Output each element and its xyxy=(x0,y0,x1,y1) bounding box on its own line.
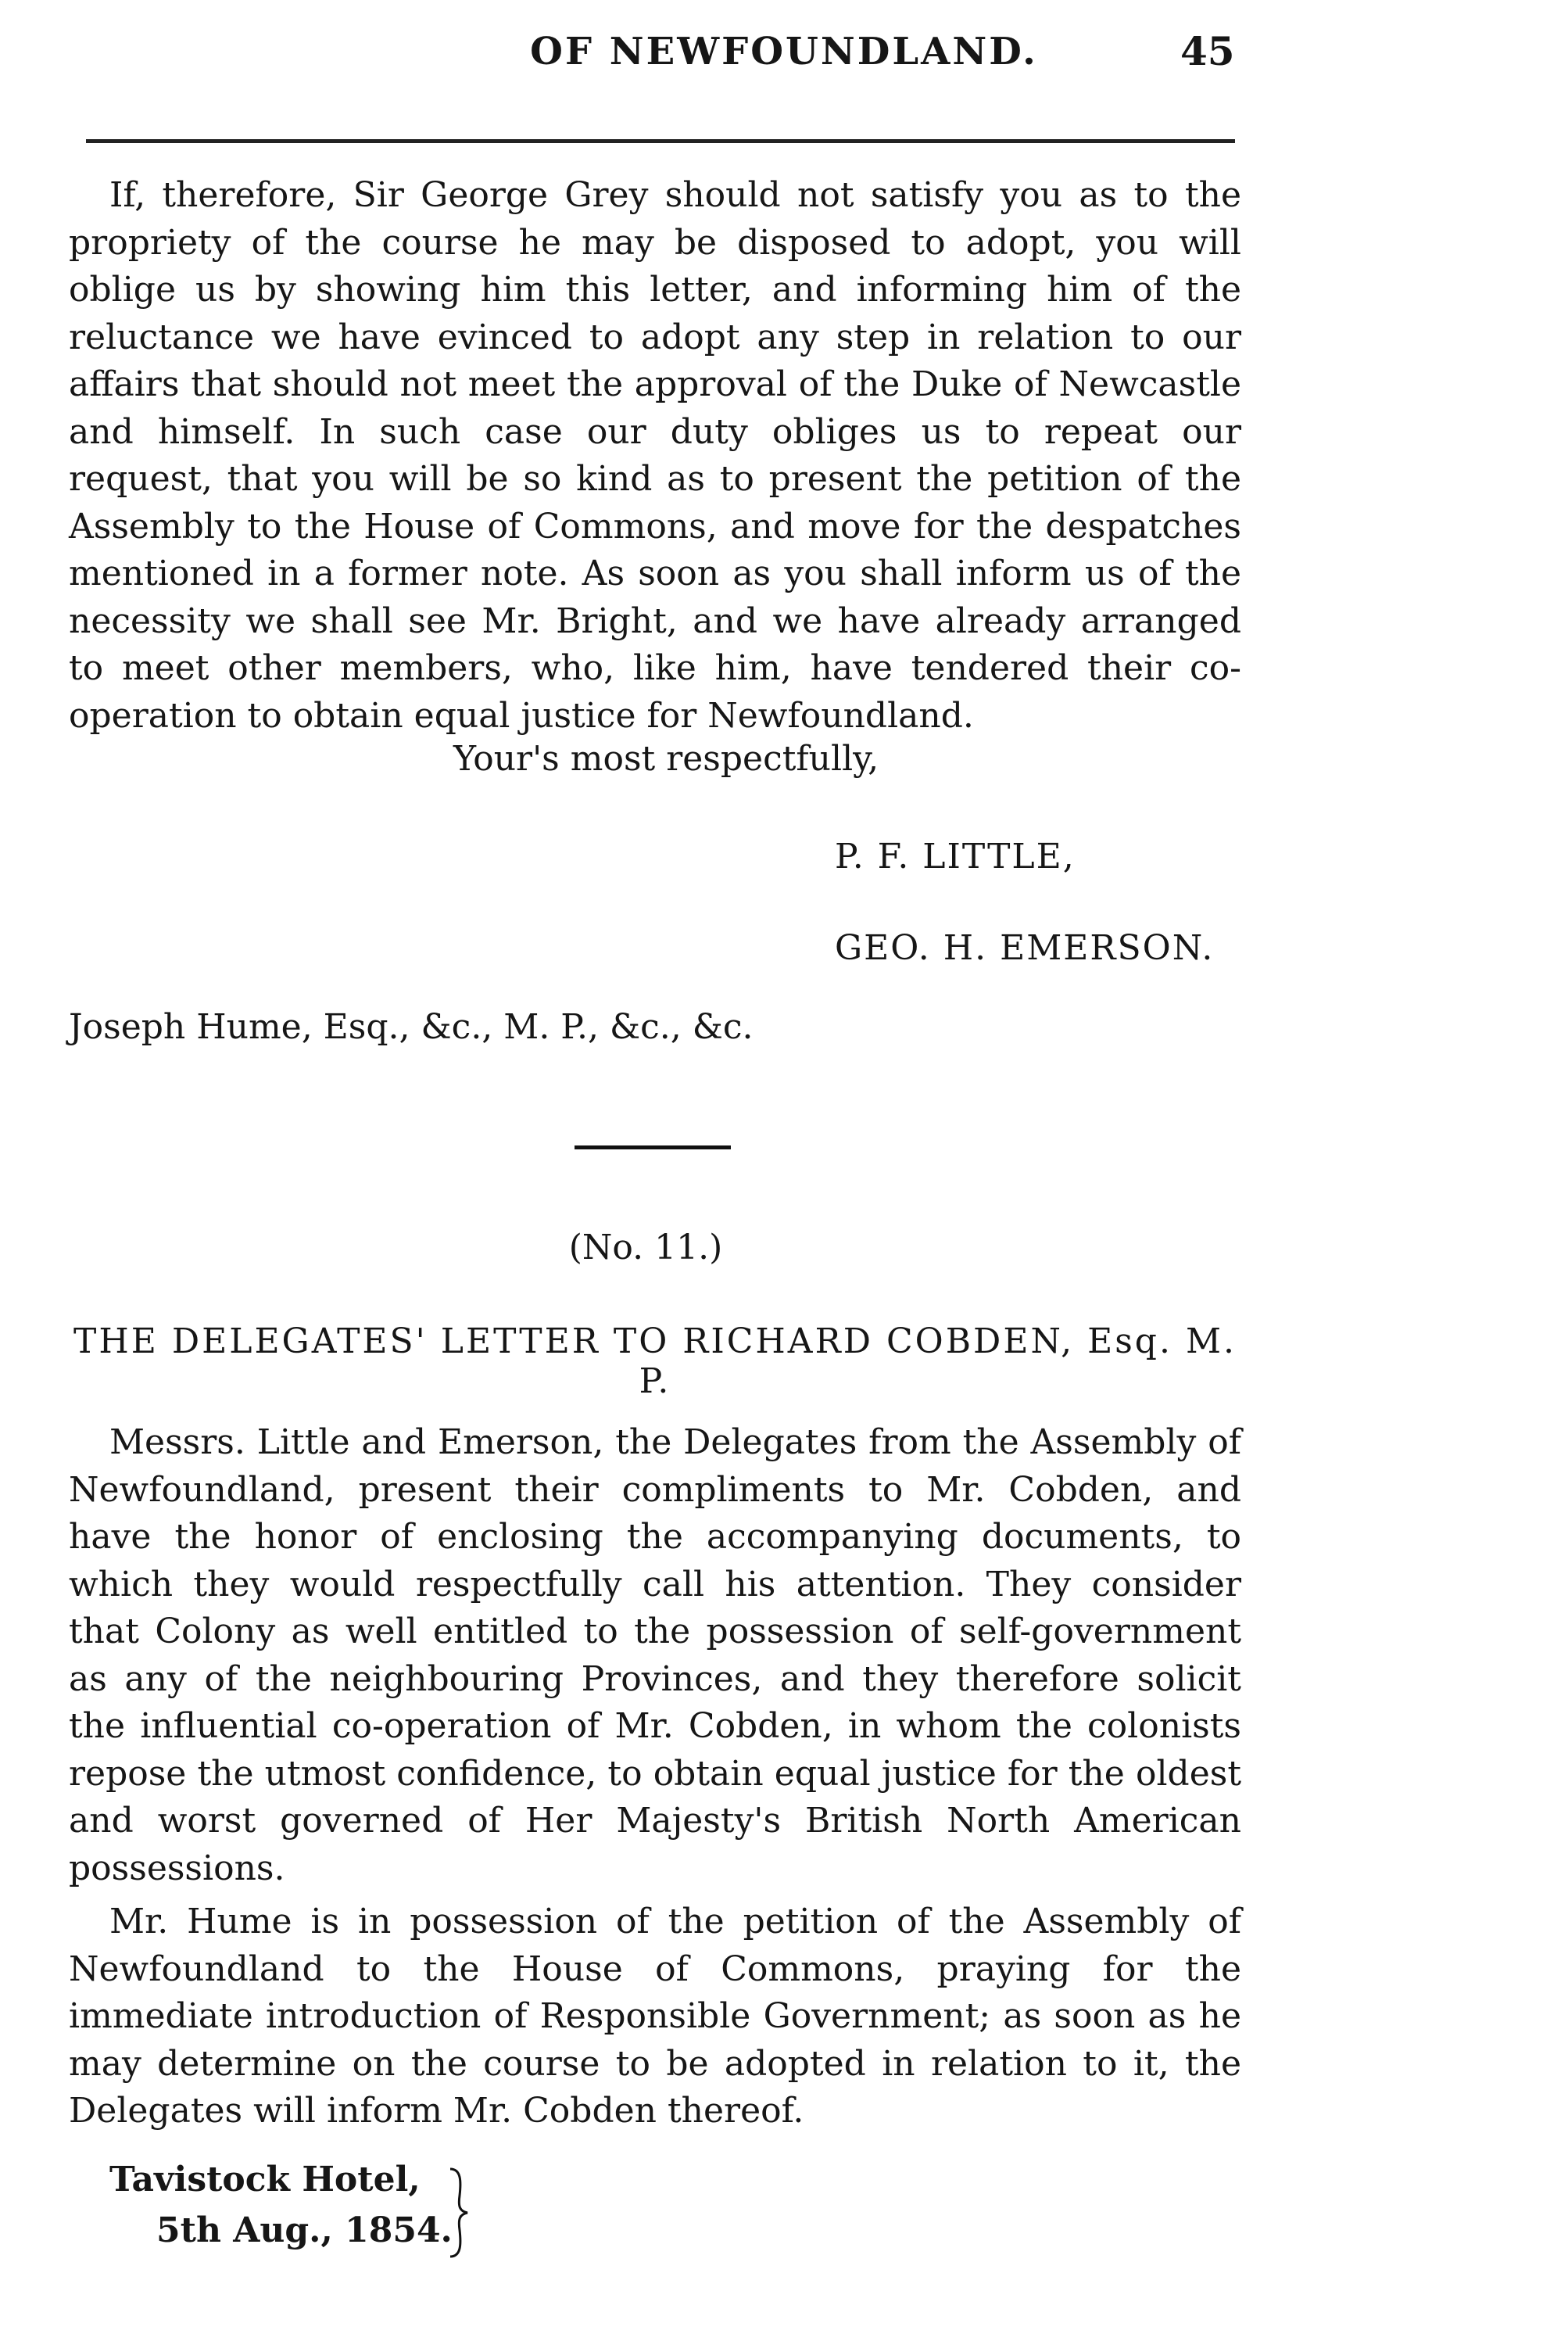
paragraph-text: Messrs. Little and Emerson, the Delegates from the Assembly of Newfoundland, present their compliments to Mr. Cobden, and have the honor of enclosing the accompanying documents, to which they would respectfully call his attention. They consider that Colony as well entitled to the possession of self-government as any of the neighbouring Provinces, and they therefore solicit the influential co-operation of Mr. Cobden, in whom the colonists repose the utmost confidence, to obtain equal justice for the oldest and worst governed of Her Majesty's British North American possessions. xyxy=(69,1422,1241,1888)
header-rule xyxy=(86,139,1235,143)
letter-body-paragraph xyxy=(69,172,1241,740)
letter-title: THE DELEGATES' LETTER TO RICHARD COBDEN, Esq. M. P. xyxy=(73,1321,1237,1401)
curly-brace-icon xyxy=(444,2166,475,2260)
running-title: OF NEWFOUNDLAND. xyxy=(530,30,1038,73)
addressee: Joseph Hume, Esq., &c., M. P., &c., &c. xyxy=(69,1007,754,1047)
letter-paragraph-1 xyxy=(69,1419,1241,1892)
page-number: 45 xyxy=(1180,28,1235,74)
signature-little: P. F. LITTLE, xyxy=(835,837,1076,877)
letter-paragraph-2 xyxy=(69,1898,1241,2135)
signature-emerson: GEO. H. EMERSON. xyxy=(835,928,1215,968)
paragraph-text: Mr. Hume is in possession of the petition of the Assembly of Newfoundland to the House of Commons, praying for the immediate introduction of Responsible Government; as soon as he may determine on the course to be adopted in relation to it, the Delegates will inform Mr. Cobden thereof. xyxy=(69,1902,1241,2131)
section-divider xyxy=(575,1145,731,1149)
dateline-place: Tavistock Hotel, xyxy=(109,2160,421,2199)
closing-salutation: Your's most respectfully, xyxy=(453,739,879,779)
paragraph-text: If, therefore, Sir George Grey should not satisfy you as to the propriety of the course he may be disposed to adopt, you will oblige us by showing him this letter, and informing him of the reluctance we have evinced to adopt any step in relation to our affairs that should not meet the approval of the Duke of Newcastle and himself. In such case our duty obliges us to repeat our request, that you will be so kind as to present the petition of the Assembly to the House of Commons, and move for the despatches mentioned in a former note. As soon as you shall inform us of the necessity we shall see Mr. Bright, and we have already arranged to meet other members, who, like him, have tendered their co-operation to obtain equal justice for Newfoundland. xyxy=(69,175,1241,736)
letter-number: (No. 11.) xyxy=(568,1228,723,1267)
dateline-date: 5th Aug., 1854. xyxy=(156,2210,453,2250)
